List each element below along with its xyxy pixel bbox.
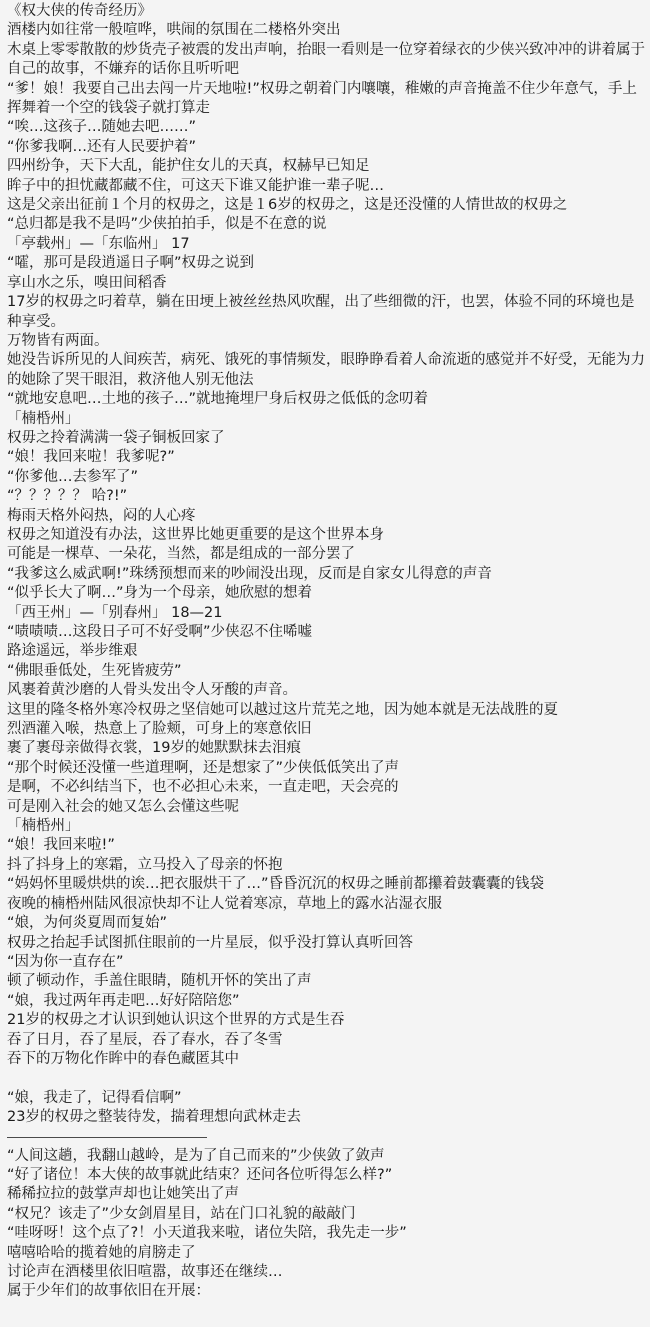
story-line: 21岁的权毋之才认识到她认识这个世界的方式是生吞 xyxy=(7,1012,345,1029)
story-line: “好了诸位！本大侠的故事就此结束？还问各位听得怎么样?” xyxy=(7,1166,393,1183)
story-line: 吞下的万物化作眸中的春色藏匿其中 xyxy=(7,1050,239,1067)
story-line: 烈酒灌入喉，热意上了脸颊，可身上的寒意依旧 xyxy=(7,721,312,738)
story-line: 「楠桰州」 xyxy=(7,410,80,427)
story-line: “你爹我啊…还有人民要护着” xyxy=(7,138,197,155)
story-line: 属于少年们的故事依旧在开展： xyxy=(7,1283,210,1300)
blank-line xyxy=(7,1069,645,1088)
story-line: “佛眼垂低处，生死皆疲劳” xyxy=(7,662,182,679)
story-line: “我爹这么威武啊!”珠绣预想而来的吵闹没出现，反而是自家女儿得意的声音 xyxy=(7,565,492,582)
story-line: “你爹他…去参军了” xyxy=(7,468,139,485)
story-line: 权毋之拎着满满一袋子铜板回家了 xyxy=(7,429,225,446)
story-line: “权兄？该走了”少女剑眉星目，站在门口礼貌的敲敲门 xyxy=(7,1205,356,1222)
story-line: 夜晚的楠桰州陆风很凉快却不让人觉着寒凉，草地上的露水沾湿衣服 xyxy=(7,895,442,912)
story-line: “那个时候还没懂一些道理啊，还是想家了”少侠低低笑出了声 xyxy=(7,759,400,776)
story-line: 万物皆有两面。 xyxy=(7,332,109,349)
story-line: 权毋之知道没有办法，这世界比她更重要的是这个世界本身 xyxy=(7,526,384,543)
story-line: 权毋之抬起手试图抓住眼前的一片星辰，似乎没打算认真听回答 xyxy=(7,934,413,951)
story-line: 她没告诉所见的人间疾苦，病死、饿死的事情频发，眼睁睁看着人命流逝的感觉并不好受，无能为力的她除了哭干眼泪，救济他人别无他法 xyxy=(7,352,645,388)
story-line: 享山水之乐，嗅田间稻香 xyxy=(7,274,167,291)
story-line: “娘！我回来啦！我爹呢?” xyxy=(7,449,175,466)
story-line: 四州纷争，天下大乱，能护住女儿的天真，权赫早已知足 xyxy=(7,158,370,175)
story-line: 「亭载州」—「东临州」 17 xyxy=(7,235,190,252)
section-divider xyxy=(7,1137,207,1138)
story-line: 风裹着黄沙磨的人骨头发出令人牙酸的声音。 xyxy=(7,682,297,699)
story-line: 酒楼内如往常一般喧哗，哄闹的氛围在二楼格外突出 xyxy=(7,22,341,39)
story-line: “因为你一直存在” xyxy=(7,953,124,970)
story-line: 可能是一棵草、一朵花，当然，都是组成的一部分罢了 xyxy=(7,546,355,563)
story-line: 稀稀拉拉的鼓掌声却也让她笑出了声 xyxy=(7,1186,239,1203)
story-line: “总归都是我不是吗”少侠拍拍手，似是不在意的说 xyxy=(7,216,327,233)
story-line: “娘，为何炎夏周而复始” xyxy=(7,915,168,932)
story-line: 顿了顿动作，手盖住眼睛，随机开怀的笑出了声 xyxy=(7,973,312,990)
story-line: “人间这趟，我翻山越岭，是为了自己而来的”少侠敛了敛声 xyxy=(7,1147,385,1164)
story-line: 路途遥远，举步维艰 xyxy=(7,643,138,660)
story-line: 嘻嘻哈哈的揽着她的肩膀走了 xyxy=(7,1244,196,1261)
story-line: 17岁的权毋之叼着草，躺在田埂上被丝丝热风吹醒，出了些细微的汗，也罢，体验不同的环境也是种享受。 xyxy=(7,294,635,330)
story-line: 抖了抖身上的寒霜，立马投入了母亲的怀抱 xyxy=(7,856,283,873)
story-line: 裹了裹母亲做得衣裳，19岁的她默默抹去泪痕 xyxy=(7,740,301,757)
story-line: 这里的隆冬格外寒冷权毋之坚信她可以越过这片荒芜之地，因为她本就是无法战胜的夏 xyxy=(7,701,558,718)
story-line: “妈妈怀里暖烘烘的诶…把衣服烘干了…”昏昏沉沉的权毋之睡前都攥着鼓囊囊的钱袋 xyxy=(7,876,545,893)
story-line: “啧啧啧…这段日子可不好受啊”少侠忍不住唏嘘 xyxy=(7,624,313,640)
story-line: “唉…这孩子…随她去吧……” xyxy=(7,119,197,136)
document-title: 《权大侠的传奇经历》 xyxy=(7,3,152,19)
story-line: 23岁的权毋之整装待发，揣着理想向武林走去 xyxy=(7,1109,301,1126)
story-line: “就地安息吧…土地的孩子…”就地掩埋尸身后权毋之低低的念叨着 xyxy=(7,391,429,408)
story-line: 讨论声在酒楼里依旧喧嚣，故事还在继续… xyxy=(7,1263,283,1280)
story-line: 吞了日月，吞了星辰，吞了春水，吞了冬雪 xyxy=(7,1031,283,1048)
story-line: “爹！娘！我要自己出去闯一片天地啦!”权毋之朝着门内嚷嚷，稚嫩的声音掩盖不住少年意气，手上挥舞着一个空的钱袋子就打算走 xyxy=(7,80,637,117)
story-line: 可是刚入社会的她又怎么会懂这些呢 xyxy=(7,798,239,815)
story-line: 木桌上零零散散的炒货壳子被震的发出声响，抬眼一看则是一位穿着绿衣的少侠兴致冲冲的讲着属于自己的故事，不嫌弃的话你且听听吧 xyxy=(7,41,645,78)
story-line: 这是父亲出征前１个月的权毋之，这是１6岁的权毋之，这是还没懂的人情世故的权毋之 xyxy=(7,197,568,214)
story-line: 「楠桰州」 xyxy=(7,818,80,835)
story-line: “娘，我走了，记得看信啊” xyxy=(7,1089,182,1106)
story-line: “娘，我过两年再走吧…好好陪陪您” xyxy=(7,992,240,1009)
story-line: 「西王州」—「别春州」 18—21 xyxy=(7,604,223,621)
story-line: “嚯，那可是段逍遥日子啊”权毋之说到 xyxy=(7,255,255,272)
story-line: “似乎长大了啊…”身为一个母亲，她欣慰的想着 xyxy=(7,585,313,602)
story-line: 眸子中的担忧藏都藏不住，可这天下谁又能护谁一辈子呢… xyxy=(7,177,384,194)
story-line: 梅雨天格外闷热，闷的人心疼 xyxy=(7,507,196,524)
story-line: 是啊，不必纠结当下，也不必担心未来，一直走吧，天会亮的 xyxy=(7,779,399,796)
story-line: “娘！我回来啦!” xyxy=(7,837,115,854)
story-line: “？？？？？ 哈?!” xyxy=(7,488,128,505)
story-body xyxy=(7,21,645,1301)
story-line: “哇呀呀！这个点了?！小天道我来啦，诸位失陪，我先走一步” xyxy=(7,1225,407,1242)
